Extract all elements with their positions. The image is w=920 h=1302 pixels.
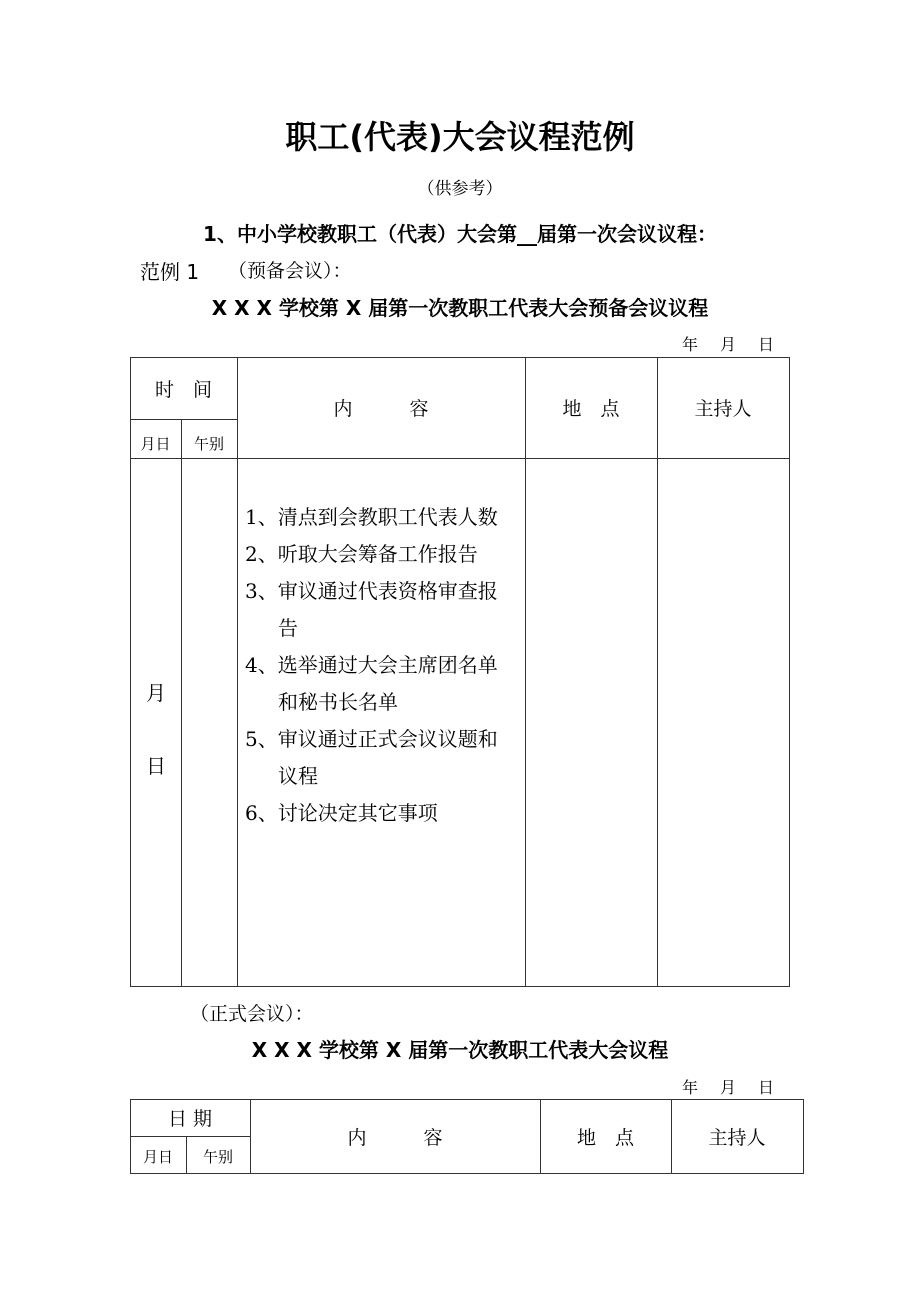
header-time: 时 间 xyxy=(154,378,212,401)
prep-label: （预备会议）： xyxy=(228,260,352,282)
agenda-item: 1、清点到会教职工代表人数 xyxy=(245,505,498,529)
agenda-item: 3、审议通过代表资格审查报 xyxy=(245,579,498,603)
agenda-item-continuation: 议程 xyxy=(278,764,318,788)
header-host: 主持人 xyxy=(708,1126,766,1149)
year-label: 年 xyxy=(682,1078,699,1097)
header-content: 内 容 xyxy=(333,398,429,420)
table1-date xyxy=(682,332,774,355)
table2-date xyxy=(682,1075,774,1098)
agenda-item: 5、审议通过正式会议议题和 xyxy=(245,727,498,751)
header-period: 午别 xyxy=(193,434,224,453)
header-location: 地 点 xyxy=(562,398,620,420)
agenda-item: 6、讨论决定其它事项 xyxy=(245,801,438,825)
table1-title: X X X 学校第 X 届第一次教职工代表大会预备会议议程 xyxy=(211,296,709,320)
document-title: 职工(代表)大会议程范例 xyxy=(285,118,635,156)
header-location: 地 点 xyxy=(576,1126,634,1149)
date-cell-month: 月 xyxy=(146,681,166,705)
section-heading: 1、中小学校教职工（代表）大会第__届第一次会议议程： xyxy=(203,222,717,246)
header-host: 主持人 xyxy=(694,398,752,420)
example-label: 范例 1 xyxy=(140,260,200,284)
date-cell-day: 日 xyxy=(146,754,166,778)
header-date: 日 期 xyxy=(167,1108,213,1130)
agenda-item: 4、选举通过大会主席团名单 xyxy=(245,653,498,677)
header-month-day: 月日 xyxy=(140,434,171,453)
formal-label: （正式会议）： xyxy=(190,1003,314,1025)
document-subtitle: （供参考） xyxy=(417,179,503,199)
agenda-item-continuation: 和秘书长名单 xyxy=(278,690,398,714)
agenda-item: 2、听取大会筹备工作报告 xyxy=(245,542,478,566)
table2-title: X X X 学校第 X 届第一次教职工代表大会议程 xyxy=(251,1038,669,1062)
day-label: 日 xyxy=(758,1078,775,1097)
agenda-item-continuation: 告 xyxy=(278,616,298,640)
header-month-day: 月日 xyxy=(142,1147,173,1166)
month-label: 月 xyxy=(720,335,737,354)
month-label: 月 xyxy=(720,1078,737,1097)
year-label: 年 xyxy=(682,335,699,354)
day-label: 日 xyxy=(758,335,775,354)
header-period: 午别 xyxy=(202,1147,233,1166)
header-content: 内 容 xyxy=(347,1126,443,1149)
